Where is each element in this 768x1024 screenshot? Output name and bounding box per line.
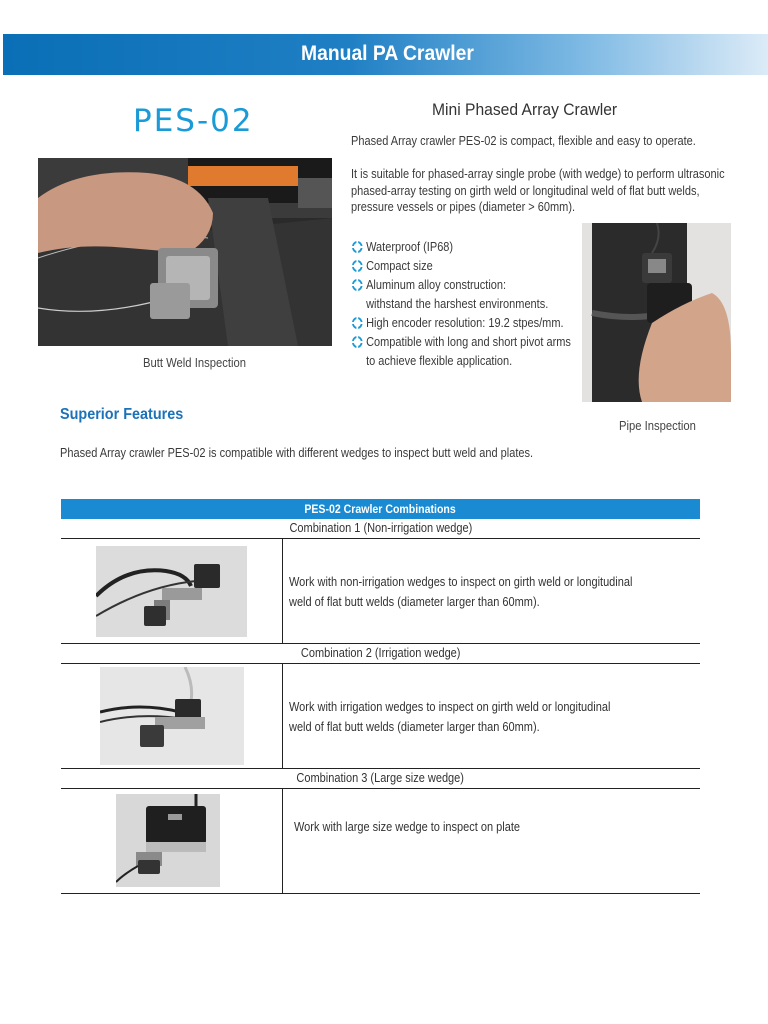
pipe-photo — [582, 223, 731, 402]
combination-photo — [61, 789, 283, 893]
combination-photo — [61, 664, 283, 768]
combination-description: Work with large size wedge to inspect on plate — [294, 820, 521, 834]
crosshair-circle-icon — [352, 279, 363, 291]
crosshair-circle-icon — [352, 317, 363, 329]
product-model: PES-02 — [133, 103, 254, 139]
combination-description: Work with non-irrigation wedges to inspect on girth weld or longitudinal weld of flat butt welds (diameter larger than 60mm). — [289, 575, 633, 609]
crosshair-circle-icon — [352, 241, 363, 253]
feature-item: Waterproof (IP68) — [352, 238, 598, 257]
combination-title: Combination 2 (Irrigation wedge) — [61, 644, 700, 664]
table-row — [61, 664, 700, 769]
pipe-caption: Pipe Inspection — [619, 419, 696, 433]
combination-photo — [61, 539, 283, 643]
combinations-table — [61, 499, 700, 894]
feature-item: Compact size — [352, 257, 598, 276]
table-header: PES-02 Crawler Combinations — [61, 499, 700, 519]
product-intro: Phased Array crawler PES-02 is compact, flexible and easy to operate. — [351, 134, 696, 148]
table-row — [61, 539, 700, 644]
butt-weld-photo — [38, 158, 332, 346]
crosshair-circle-icon — [352, 260, 363, 272]
combination-description: Work with irrigation wedges to inspect on girth weld or longitudinal weld of flat butt welds (diameter larger than 60mm). — [289, 700, 611, 734]
page-title: Manual PA Crawler — [301, 42, 474, 65]
combination-title: Combination 1 (Non-irrigation wedge) — [61, 519, 700, 539]
section-intro: Phased Array crawler PES-02 is compatible with different wedges to inspect butt weld and plates. — [60, 446, 534, 460]
section-heading: Superior Features — [60, 406, 184, 423]
feature-item: High encoder resolution: 19.2 stpes/mm. — [352, 314, 598, 333]
product-subtitle: Mini Phased Array Crawler — [432, 100, 618, 119]
feature-item: Aluminum alloy construction: withstand the harshest environments. — [352, 276, 598, 314]
butt-weld-caption: Butt Weld Inspection — [143, 356, 246, 370]
feature-item: Compatible with long and short pivot arms to achieve flexible application. — [352, 333, 598, 371]
combination-title: Combination 3 (Large size wedge) — [61, 769, 700, 789]
table-row — [61, 789, 700, 894]
product-description: It is suitable for phased-array single probe (with wedge) to perform ultrasonic phased-array testing on girth weld or longitudinal weld of flat butt welds, pressure vessels or pipes (diameter > 60mm). — [351, 167, 725, 214]
crosshair-circle-icon — [352, 336, 363, 348]
title-banner — [3, 34, 768, 75]
